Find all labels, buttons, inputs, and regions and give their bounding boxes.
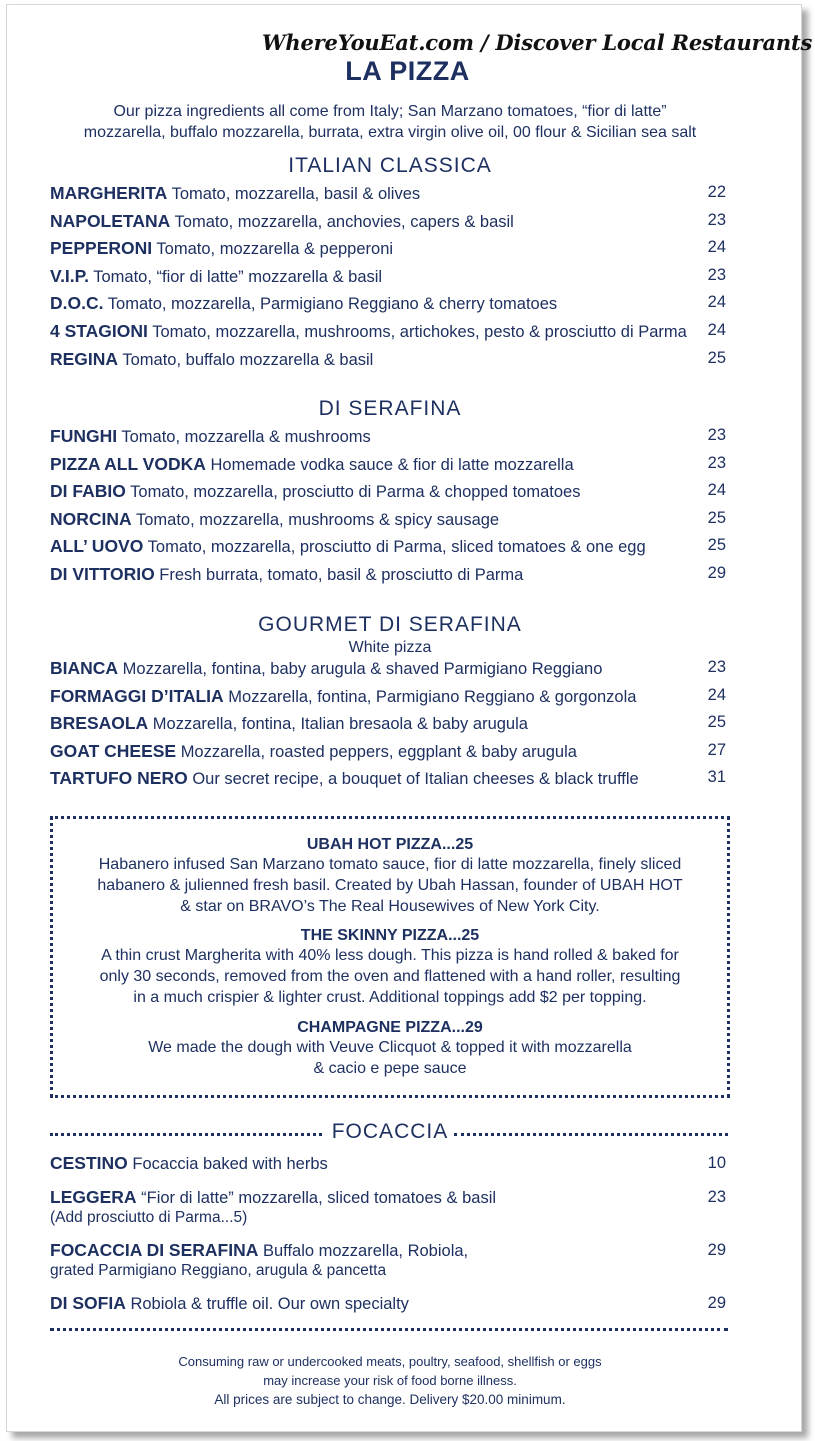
menu-item-row [50, 238, 730, 262]
menu-item-leggera [50, 1188, 730, 1227]
special-desc-line: in a much crispier & lighter crust. Additional toppings add $2 per topping. [133, 989, 647, 1006]
item-price: 22 [707, 183, 726, 201]
menu-item-row [50, 426, 730, 450]
item-price: 24 [707, 321, 726, 339]
item-price: 31 [707, 768, 726, 787]
menu-item-row [50, 211, 730, 235]
item-desc: Tomato, mozzarella, prosciutto di Parma, sliced tomatoes & one egg [147, 538, 646, 557]
item-price: 25 [707, 536, 726, 555]
item-desc: Mozzarella, fontina, baby arugula & shaved Parmigiano Reggiano [122, 660, 603, 678]
watermark-text: WhereYouEat.com / Discover Local Restaurants [262, 30, 813, 55]
page-title: LA PIZZA [345, 56, 470, 86]
special-item [53, 1019, 727, 1079]
item-name: NORCINA [50, 508, 132, 529]
item-name: 4 STAGIONI [50, 321, 148, 341]
special-item [53, 836, 727, 917]
special-desc-line: & star on BRAVO’s The Real Housewives of New York City. [180, 898, 600, 915]
item-name: GOAT CHEESE [50, 740, 177, 761]
footer-notice [0, 1352, 780, 1409]
item-name: DI SOFIA [50, 1293, 126, 1313]
item-price: 27 [707, 740, 726, 759]
special-title: CHAMPAGNE PIZZA...29 [297, 1019, 483, 1036]
item-desc: Fresh burrata, tomato, basil & prosciutto di Parma [159, 566, 524, 584]
menu-item-row [50, 713, 730, 737]
special-desc-line: Habanero infused San Marzano tomato sauce, fior di latte mozzarella, finely sliced [98, 856, 682, 873]
menu-item-focaccia-di-serafina [50, 1241, 730, 1280]
item-desc: Tomato, mozzarella & pepperoni [156, 240, 394, 259]
special-desc-line: & cacio e pepe sauce [313, 1060, 467, 1077]
focaccia-rule-right [454, 1133, 728, 1136]
footer-line: Consuming raw or undercooked meats, poultry, seafood, shellfish or eggs [178, 1354, 602, 1369]
item-name: D.O.C. [50, 293, 104, 314]
section-heading-serafina: DI SERAFINA [318, 397, 462, 420]
item-name: MARGHERITA [50, 183, 168, 203]
item-price: 29 [707, 1294, 726, 1312]
menu-item-row [50, 266, 730, 290]
special-desc-line: habanero & julienned fresh basil. Created by Ubah Hassan, founder of UBAH HOT [97, 877, 683, 894]
item-desc: Tomato, mozzarella, Parmigiano Reggiano & cherry tomatoes [107, 295, 558, 314]
item-name: CESTINO [50, 1153, 128, 1173]
menu-item-row [50, 293, 730, 317]
menu-item-row [50, 564, 730, 588]
special-title: THE SKINNY PIZZA...25 [300, 927, 480, 944]
item-desc: Tomato, mozzarella, mushrooms & spicy sausage [135, 510, 500, 529]
menu-item-row [50, 658, 730, 682]
special-desc-line: We made the dough with Veuve Clicquot & topped it with mozzarella [148, 1039, 632, 1056]
item-price: 23 [707, 453, 726, 472]
item-price: 24 [707, 238, 726, 257]
item-desc: Tomato, mozzarella & mushrooms [121, 428, 371, 446]
menu-item-row [50, 183, 730, 207]
item-desc: Tomato, mozzarella, mushrooms, artichokes, pesto & prosciutto di Parma [152, 323, 687, 341]
item-price: 23 [707, 658, 726, 676]
item-price: 24 [707, 685, 726, 704]
item-desc: Tomato, buffalo mozzarella & basil [122, 350, 374, 369]
item-desc-line2: (Add prosciutto di Parma...5) [50, 1209, 248, 1226]
special-desc-line: only 30 seconds, removed from the oven and flattened with a hand roller, resulting [99, 968, 681, 985]
intro-line: mozzarella, buffalo mozzarella, burrata, extra virgin olive oil, 00 flour & Sicilian sea salt [83, 124, 697, 141]
item-desc: Buffalo mozzarella, Robiola, [262, 1242, 469, 1260]
item-desc: Homemade vodka sauce & fior di latte mozzarella [210, 455, 574, 474]
section-heading-focaccia: FOCACCIA [331, 1120, 449, 1143]
menu-item-row [50, 686, 730, 710]
special-title: UBAH HOT PIZZA...25 [306, 836, 474, 853]
item-desc: Mozzarella, roasted peppers, eggplant & baby arugula [180, 742, 577, 761]
item-name: BRESAOLA [50, 713, 149, 734]
item-desc: Mozzarella, fontina, Parmigiano Reggiano & gorgonzola [228, 687, 637, 706]
item-name: DI FABIO [50, 481, 126, 502]
item-price: 25 [707, 713, 726, 732]
menu-item-row [50, 536, 730, 560]
item-name: PEPPERONI [50, 238, 153, 259]
item-name: FUNGHI [50, 426, 118, 446]
special-item [53, 927, 727, 1008]
item-name: NAPOLETANA [50, 210, 171, 231]
item-name: FOCACCIA DI SERAFINA [50, 1240, 259, 1260]
item-desc: Tomato, mozzarella, prosciutto di Parma & chopped tomatoes [130, 483, 581, 502]
special-desc-line: A thin crust Margherita with 40% less dough. This pizza is hand rolled & baked for [101, 947, 679, 964]
item-desc: Tomato, mozzarella, anchovies, capers & basil [174, 212, 514, 231]
intro-line: Our pizza ingredients all come from Italy; San Marzano tomatoes, “fior di latte” [113, 103, 667, 120]
menu-item-row [50, 454, 730, 478]
item-name: BIANCA [50, 658, 119, 678]
menu-item-row [50, 768, 730, 792]
item-price: 24 [707, 293, 726, 312]
item-desc: Robiola & truffle oil. Our own specialty [130, 1295, 409, 1313]
menu-item-row [50, 321, 730, 345]
item-price: 25 [707, 508, 726, 527]
item-name: ALL’ UOVO [50, 536, 144, 557]
menu-item-di-sofia [50, 1294, 730, 1314]
item-price: 29 [707, 564, 726, 582]
specials-box [50, 816, 730, 1098]
item-name: TARTUFO NERO [50, 768, 188, 789]
bottom-divider [50, 1328, 728, 1331]
item-desc: Mozzarella, fontina, Italian bresaola & baby arugula [152, 715, 528, 734]
item-desc: Our secret recipe, a bouquet of Italian cheeses & black truffle [192, 770, 639, 789]
item-name: PIZZA ALL VODKA [50, 453, 206, 474]
item-price: 24 [707, 481, 726, 500]
item-name: DI VITTORIO [50, 564, 155, 584]
menu-item-row [50, 349, 730, 373]
item-price: 23 [707, 426, 726, 444]
item-desc: “Fior di latte” mozzarella, sliced tomatoes & basil [141, 1189, 497, 1207]
item-price: 29 [707, 1241, 726, 1259]
item-name: V.I.P. [50, 265, 89, 286]
menu-item-row [50, 741, 730, 765]
menu-item-row [50, 509, 730, 533]
item-price: 23 [707, 265, 726, 284]
item-desc-line2: grated Parmigiano Reggiano, arugula & pancetta [50, 1262, 387, 1279]
item-price: 23 [707, 1188, 726, 1206]
intro-text [40, 101, 740, 143]
item-name: LEGGERA [50, 1187, 137, 1207]
item-desc: Tomato, mozzarella, basil & olives [171, 185, 421, 203]
item-desc: Focaccia baked with herbs [132, 1155, 328, 1173]
footer-line: may increase your risk of food borne illness. [263, 1373, 517, 1388]
item-price: 23 [707, 210, 726, 229]
section-heading-gourmet: GOURMET DI SERAFINA [258, 613, 522, 636]
item-price: 10 [707, 1154, 726, 1172]
item-name: FORMAGGI D’ITALIA [50, 685, 224, 706]
item-price: 25 [707, 348, 726, 367]
section-subheading-gourmet: White pizza [348, 639, 432, 656]
item-desc: Tomato, “fior di latte” mozzarella & basil [93, 267, 383, 286]
item-name: REGINA [50, 348, 119, 369]
footer-line: All prices are subject to change. Delivery $20.00 minimum. [214, 1392, 566, 1407]
menu-item-cestino [50, 1154, 730, 1174]
section-heading-classica: ITALIAN CLASSICA [288, 154, 492, 177]
menu-item-row [50, 481, 730, 505]
